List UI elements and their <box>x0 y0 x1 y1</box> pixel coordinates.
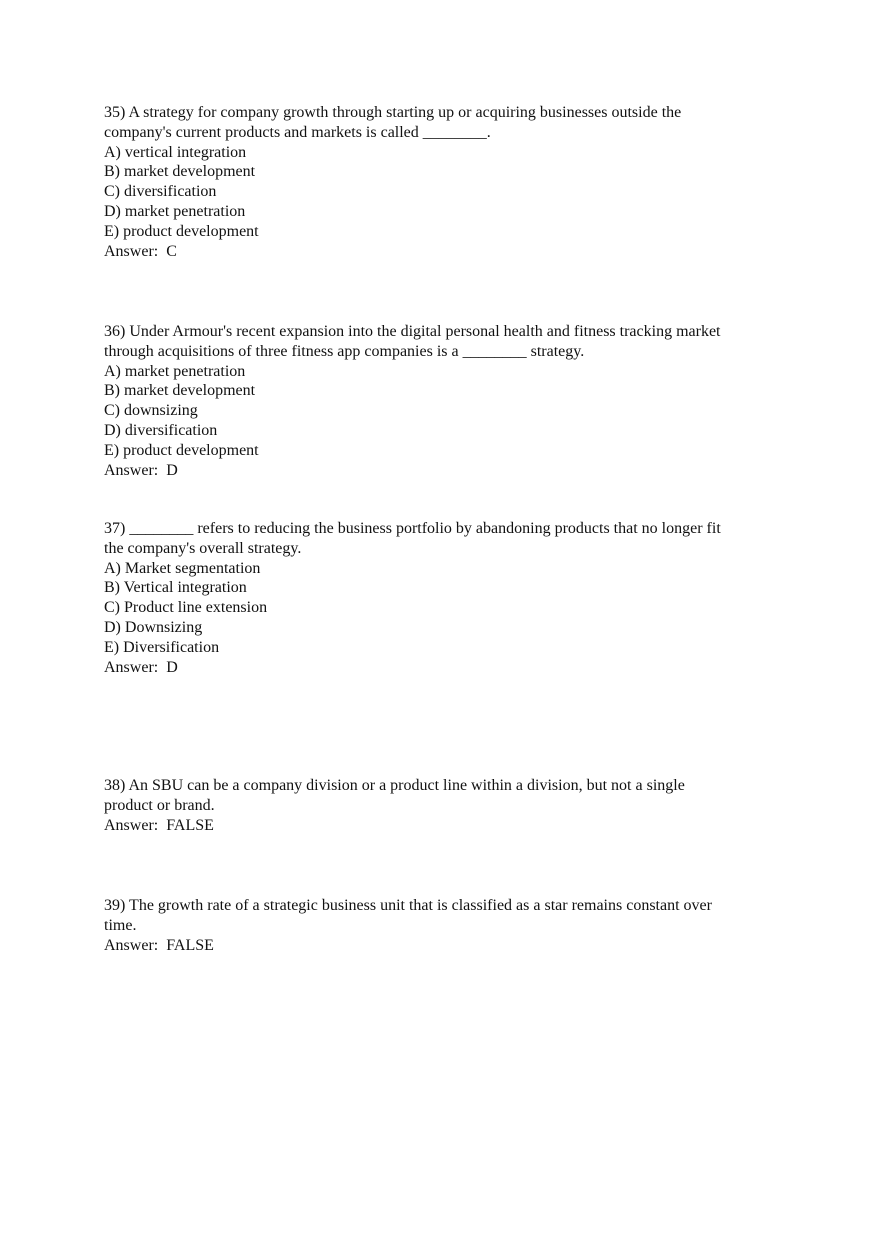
question-37 <box>104 519 784 677</box>
option-b: B) Vertical integration <box>104 579 247 597</box>
question-35 <box>104 103 784 261</box>
question-stem: time. <box>104 916 137 934</box>
option-e: E) product development <box>104 222 259 240</box>
question-stem: company's current products and markets is called ________. <box>104 123 491 141</box>
question-stem: 38) An SBU can be a company division or a product line within a division, but not a single <box>104 777 685 794</box>
option-a: A) market penetration <box>104 362 246 380</box>
option-e: E) product development <box>104 441 259 459</box>
answer-text: Answer: D <box>104 658 178 676</box>
answer-text: Answer: FALSE <box>104 936 214 954</box>
question-stem: 39) The growth rate of a strategic business unit that is classified as a star remains constant over <box>104 897 712 914</box>
option-d: D) diversification <box>104 421 218 439</box>
option-d: D) market penetration <box>104 202 246 220</box>
answer-text: Answer: FALSE <box>104 816 214 834</box>
question-36 <box>104 322 784 480</box>
answer-text: Answer: C <box>104 242 177 260</box>
question-38 <box>104 776 784 835</box>
option-b: B) market development <box>104 163 256 181</box>
option-c: C) Product line extension <box>104 599 268 617</box>
question-stem: 35) A strategy for company growth through starting up or acquiring businesses outside the <box>104 104 682 121</box>
option-d: D) Downsizing <box>104 618 203 636</box>
question-stem: through acquisitions of three fitness app companies is a ________ strategy. <box>104 342 585 360</box>
question-stem: product or brand. <box>104 796 215 814</box>
option-a: A) vertical integration <box>104 143 247 161</box>
option-c: C) diversification <box>104 183 217 201</box>
question-stem: the company's overall strategy. <box>104 539 302 557</box>
question-stem: 36) Under Armour's recent expansion into the digital personal health and fitness tracking market <box>104 323 721 340</box>
option-e: E) Diversification <box>104 638 220 656</box>
question-39 <box>104 896 784 955</box>
option-c: C) downsizing <box>104 402 198 420</box>
option-b: B) market development <box>104 382 256 400</box>
option-a: A) Market segmentation <box>104 559 261 577</box>
question-stem: 37) ________ refers to reducing the business portfolio by abandoning products that no longer fit <box>104 520 721 537</box>
answer-text: Answer: D <box>104 461 178 479</box>
